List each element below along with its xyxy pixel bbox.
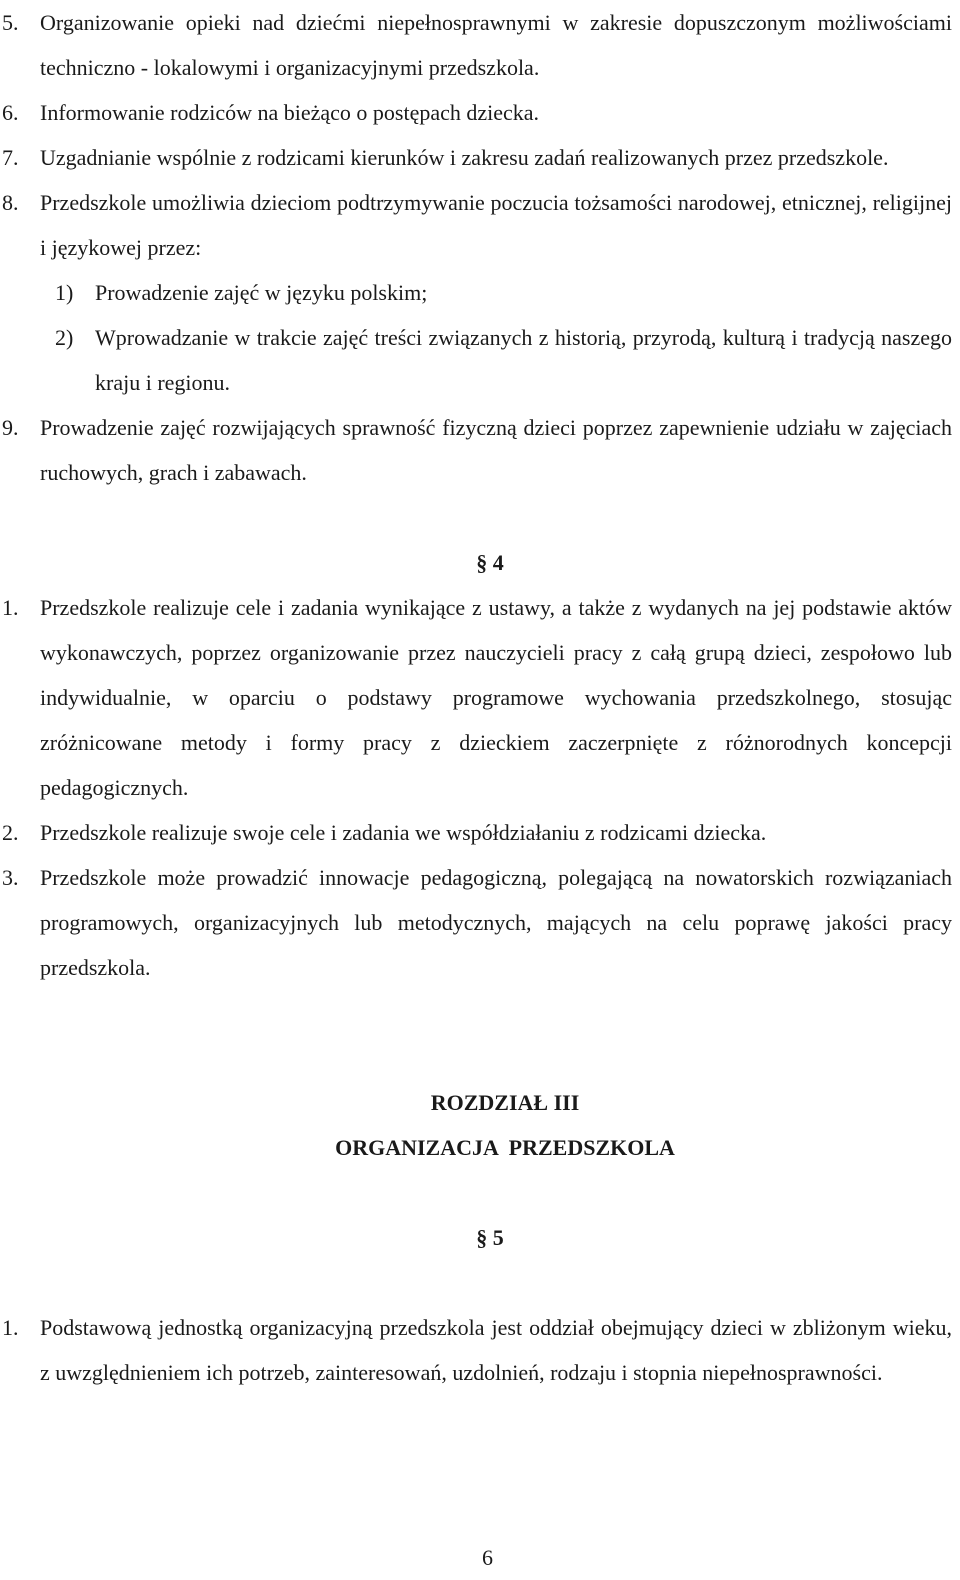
list-item-number: 1.: [2, 595, 19, 620]
sub-list-item-text: Prowadzenie zajęć w języku polskim;: [95, 280, 428, 305]
list-item: [0, 855, 960, 990]
list-item-number: 6.: [2, 100, 19, 125]
section-heading-4: § 4: [476, 550, 504, 575]
list-item-text: Przedszkole realizuje cele i zadania wynikające z ustawy, a także z wydanych na jej podstawie aktów wykonawczych, poprzez organizowanie przez nauczycieli pracy z całą grupą dzieci, zespołowo lub indywidualnie, w oparciu o podstawy programowe wychowania przedszkolnego, stosując zróżnicowane metody i formy pracy z dzieckiem zaczerpnięte z różnorodnych koncepcji pedagogicznych.: [40, 595, 952, 800]
sub-list-item-text: Wprowadzanie w trakcie zajęć treści związanych z historią, przyrodą, kulturą i tradycją naszego kraju i regionu.: [95, 325, 952, 395]
list-item-text: Prowadzenie zajęć rozwijających sprawność fizyczną dzieci poprzez zapewnienie udziału w zajęciach ruchowych, grach i zabawach.: [40, 415, 952, 485]
list-item: [0, 810, 960, 855]
list-item-text: Organizowanie opieki nad dziećmi niepełnosprawnymi w zakresie dopuszczonym możliwościami techniczno - lokalowymi i organizacyjnymi przedszkola.: [40, 10, 952, 80]
page-number: 6: [482, 1545, 493, 1570]
list-item: [0, 585, 960, 810]
sub-list-item-number: 2): [55, 325, 74, 350]
list-item: [0, 135, 960, 180]
list-item-text: Podstawową jednostką organizacyjną przedszkola jest oddział obejmujący dzieci w zbliżonym wieku, z uwzględnieniem ich potrzeb, zainteresowań, uzdolnień, rodzaju i stopnia niepełnosprawności.: [40, 1315, 952, 1385]
list-item-number: 1.: [2, 1315, 19, 1340]
list-item: [0, 1305, 960, 1395]
list-item-number: 9.: [2, 415, 19, 440]
list-item-text: Przedszkole realizuje swoje cele i zadania we współdziałaniu z rodzicami dziecka.: [40, 820, 767, 845]
list-item-text: Przedszkole umożliwia dzieciom podtrzymywanie poczucia tożsamości narodowej, etnicznej, religijnej i językowej przez:: [40, 190, 952, 260]
list-item-number: 3.: [2, 865, 19, 890]
list-item-number: 7.: [2, 145, 19, 170]
list-item-text: Uzgadnianie wspólnie z rodzicami kierunków i zakresu zadań realizowanych przez przedszkole.: [40, 145, 889, 170]
list-item-number: 8.: [2, 190, 19, 215]
sub-list-item: [0, 270, 960, 315]
sub-list-item-number: 1): [55, 280, 74, 305]
list-item: [0, 0, 960, 90]
section-heading-5: § 5: [476, 1225, 504, 1250]
sub-list-item: [0, 315, 960, 405]
list-item-text: Informowanie rodziców na bieżąco o postępach dziecka.: [40, 100, 540, 125]
list-item-number: 2.: [2, 820, 19, 845]
list-item: [0, 90, 960, 135]
list-item-number: 5.: [2, 10, 19, 35]
list-item: [0, 405, 960, 495]
list-item-text: Przedszkole może prowadzić innowacje pedagogiczną, polegającą na nowatorskich rozwiązaniach programowych, organizacyjnych lub metodycznych, mających na celu poprawę jakości pracy przedszkola.: [40, 865, 952, 980]
chapter-subtitle: ORGANIZACJA PRZEDSZKOLA: [335, 1135, 675, 1160]
chapter-title: ROZDZIAŁ III: [430, 1090, 580, 1115]
list-item: [0, 180, 960, 270]
